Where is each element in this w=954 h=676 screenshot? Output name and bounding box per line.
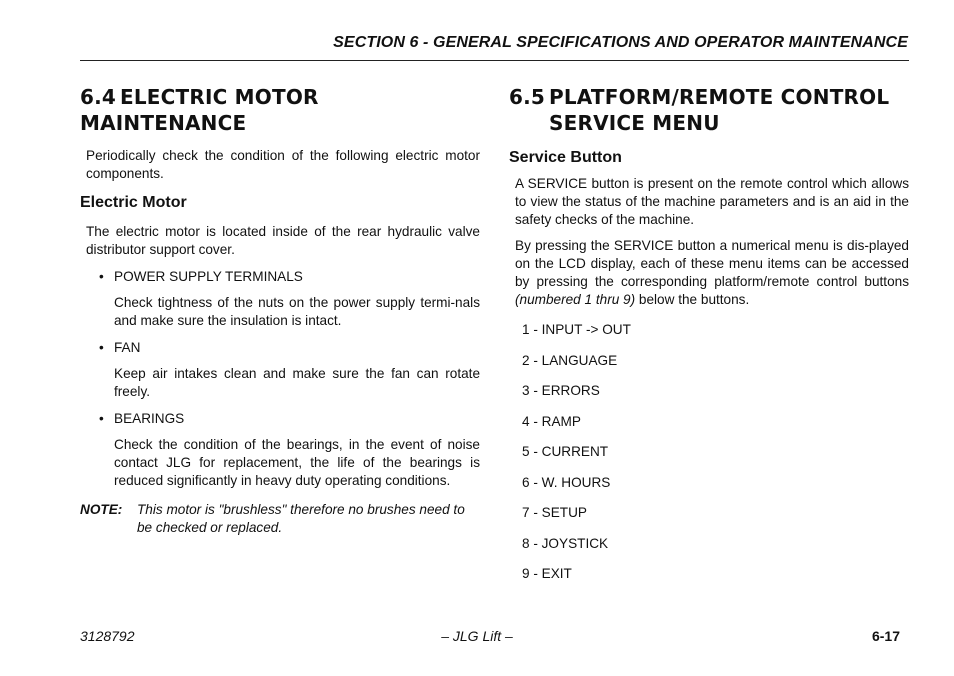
paragraph-text: By pressing the SERVICE button a numerical menu is dis-played on the LCD display, each of these menu items can be accessed by pressing the corresponding platform/remote control buttons	[515, 238, 909, 289]
subheading-electric-motor: Electric Motor	[80, 194, 187, 211]
service-paragraph-2	[515, 237, 909, 309]
list-item	[99, 410, 480, 428]
bullet-icon: •	[99, 269, 104, 284]
section-header: SECTION 6 - GENERAL SPECIFICATIONS AND OPERATOR MAINTENANCE	[333, 34, 908, 51]
section-heading-6-5	[509, 84, 909, 136]
note-text: This motor is "brushless" therefore no brushes need to be checked or replaced.	[137, 502, 465, 535]
bullet-icon: •	[99, 411, 104, 426]
item-label: FAN	[114, 340, 141, 355]
item-label: POWER SUPPLY TERMINALS	[114, 269, 303, 284]
item-description: Check tightness of the nuts on the power supply termi-nals and make sure the insulation is intact.	[114, 295, 480, 328]
menu-item: 7 - SETUP	[522, 505, 587, 520]
menu-item: 9 - EXIT	[522, 566, 572, 581]
note-label: NOTE:	[80, 502, 123, 517]
section-title: PLATFORM/REMOTE CONTROL SERVICE MENU	[549, 85, 890, 135]
menu-item: 4 - RAMP	[522, 413, 581, 429]
service-paragraph-1: A SERVICE button is present on the remote control which allows to view the status of the machine parameters and is an aid in the safety checks of the machine.	[515, 176, 909, 227]
item-description: Check the condition of the bearings, in the event of noise contact JLG for replacement, the life of the bearings is reduced significantly in heavy duty operating conditions.	[114, 437, 480, 488]
page-number: 6-17	[871, 628, 900, 644]
list-item	[99, 268, 480, 286]
section-number: 6.4	[80, 85, 117, 109]
menu-item: 1 - INPUT -> OUT	[522, 322, 631, 337]
paragraph-text-end: below the buttons.	[635, 292, 750, 307]
menu-item: 5 - CURRENT	[522, 444, 609, 459]
item-label: BEARINGS	[114, 411, 185, 426]
left-column	[80, 84, 480, 537]
menu-item: 6 - W. HOURS	[522, 474, 611, 490]
menu-item: 2 - LANGUAGE	[522, 352, 618, 368]
footer-brand: – JLG Lift –	[441, 628, 513, 644]
right-column	[509, 84, 909, 583]
menu-item: 3 - ERRORS	[522, 383, 600, 398]
section-number: 6.5	[509, 85, 546, 109]
location-paragraph: The electric motor is located inside of the rear hydraulic valve distributor support cover.	[86, 224, 480, 257]
bullet-icon: •	[99, 340, 104, 355]
note-block	[80, 501, 480, 537]
subheading-service-button: Service Button	[509, 149, 622, 166]
document-number: 3128792	[80, 628, 135, 644]
section-title: ELECTRIC MOTOR MAINTENANCE	[80, 85, 319, 135]
list-item	[99, 339, 480, 357]
paragraph-emphasis: (numbered 1 thru 9)	[515, 292, 636, 307]
header-divider	[80, 60, 909, 61]
menu-item: 8 - JOYSTICK	[522, 535, 609, 551]
intro-paragraph: Periodically check the condition of the following electric motor components.	[86, 148, 480, 181]
item-description: Keep air intakes clean and make sure the fan can rotate freely.	[114, 366, 480, 399]
section-heading-6-4	[80, 84, 480, 136]
